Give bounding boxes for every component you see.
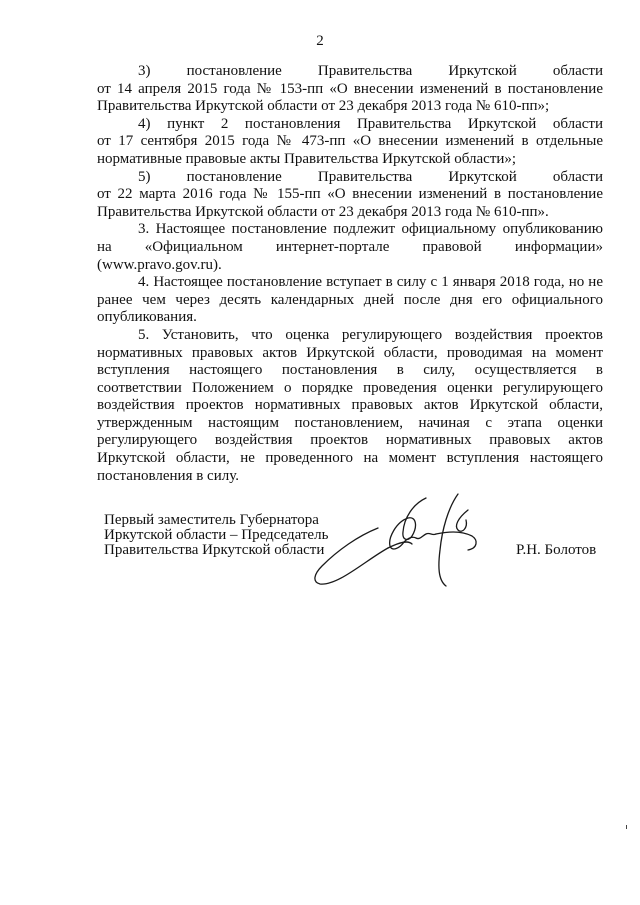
text-line: (www.pravo.gov.ru).: [97, 256, 222, 273]
text-line: 5. Установить, что оценка регулирующего воздействия проектов: [138, 326, 603, 343]
signer-name: Р.Н. Болотов: [516, 542, 597, 558]
page-number: 2: [316, 33, 324, 49]
signatory-position-line: Первый заместитель Губернатора: [104, 512, 319, 528]
text-line: утвержденным настоящим постановлением, начиная с этапа оценки: [97, 414, 603, 431]
clause-3: [97, 221, 603, 274]
text-line: нормативных правовых актов Иркутской области, проводимая на момент: [97, 344, 603, 361]
text-line: от 14 апреля 2015 года № 153-пп «О внесении изменений в постановление: [97, 80, 603, 97]
text-line: 3. Настоящее постановление подлежит официальному опубликованию: [138, 221, 603, 238]
list-item-3: [97, 63, 603, 116]
text-line: Правительства Иркутской области от 23 декабря 2013 года № 610-пп».: [97, 203, 549, 220]
list-item-5: [97, 169, 603, 222]
text-line: на «Официальном интернет-портале правовой информации»: [97, 238, 603, 255]
text-line: Иркутской области, не проведенного на момент вступления настоящего: [97, 450, 603, 467]
signature-strokes: [315, 494, 476, 586]
text-line: постановления в силу.: [97, 467, 239, 484]
text-line: 4) пункт 2 постановления Правительства Иркутской области: [138, 115, 603, 132]
text-line: регулирующего воздействия проектов нормативных правовых актов: [97, 432, 603, 449]
text-line: 3) постановление Правительства Иркутской области: [138, 63, 603, 79]
text-line: 4. Настоящее постановление вступает в силу с 1 января 2018 года, но не: [138, 274, 603, 291]
signatory-position-line: Иркутской области – Председатель: [104, 527, 329, 543]
text-line: Правительства Иркутской области от 23 декабря 2013 года № 610-пп»;: [97, 98, 550, 115]
text-line: вступления настоящего постановления в силу, осуществляется в: [97, 362, 603, 379]
text-line: соответствии Положением о порядке проведения оценки регулирующего: [97, 379, 603, 396]
handwritten-signature: [308, 490, 498, 595]
clause-4: [97, 274, 603, 327]
text-line: от 22 марта 2016 года № 155-пп «О внесении изменений в постановление: [97, 186, 603, 203]
text-line: опубликования.: [97, 309, 197, 326]
text-line: нормативные правовые акты Правительства Иркутской области»;: [97, 150, 517, 167]
text-line: от 17 сентября 2015 года № 473-пп «О внесении изменений в отдельные: [97, 133, 603, 150]
text-line: ранее чем через десять календарных дней после дня его официального: [97, 291, 603, 308]
scan-mark: [626, 825, 627, 829]
signatory-position-line: Правительства Иркутской области: [104, 542, 325, 558]
list-item-4: [97, 116, 603, 169]
text-line: 5) постановление Правительства Иркутской области: [138, 168, 603, 185]
clause-5: [97, 327, 603, 485]
document-body: [97, 63, 603, 485]
text-line: воздействия проектов нормативных правовых актов Иркутской области,: [97, 397, 603, 414]
